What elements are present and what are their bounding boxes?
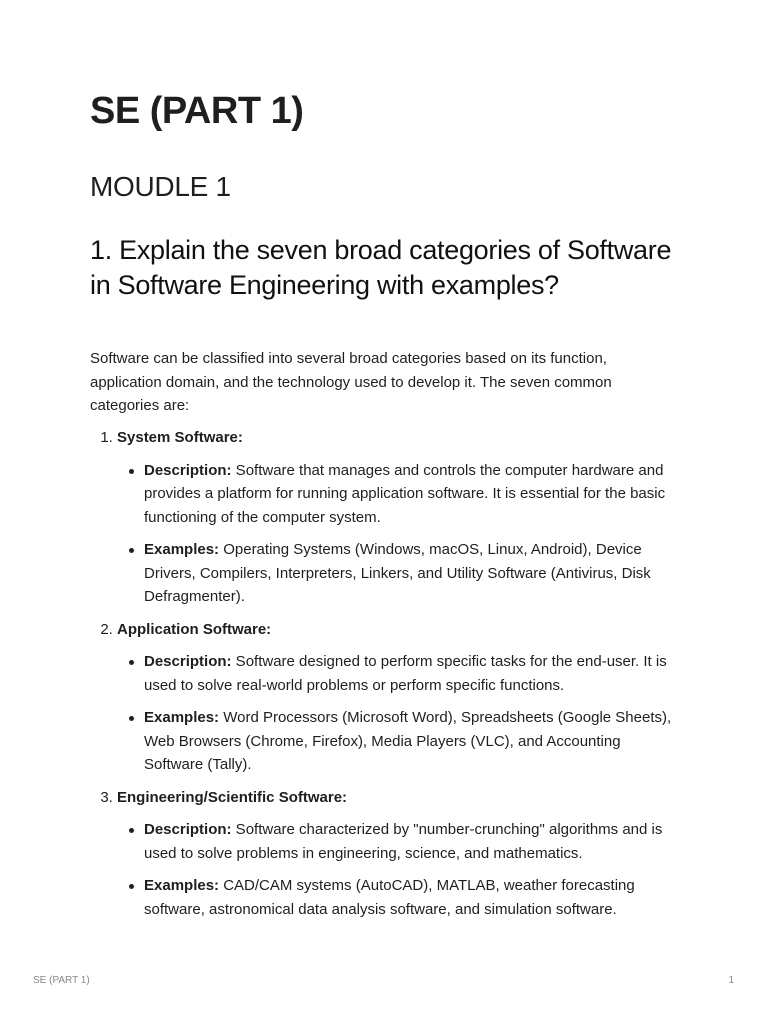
question-heading: 1. Explain the seven broad categories of Software in Software Engineering with examples? <box>90 235 672 300</box>
document-title: SE (PART 1) <box>90 90 304 132</box>
description-text: Software that manages and controls the computer hardware and provides a platform for running application software. It is essential for the basic functioning of the computer system. <box>144 461 666 526</box>
description-label: Description: <box>144 653 232 670</box>
category-details <box>117 459 680 609</box>
page-number: 1 <box>728 975 734 986</box>
category-list <box>90 426 680 930</box>
examples-item <box>144 874 680 921</box>
list-item <box>117 426 680 609</box>
intro-paragraph: Software can be classified into several broad categories based on its function, application domain, and the technology used to develop it. The seven common categories are: <box>90 350 612 414</box>
category-title: Engineering/Scientific Software: <box>117 788 348 806</box>
description-item <box>144 459 680 530</box>
category-details <box>117 818 680 921</box>
examples-label: Examples: <box>144 541 220 558</box>
examples-item <box>144 706 680 777</box>
examples-item <box>144 538 680 609</box>
examples-text: Word Processors (Microsoft Word), Spreadsheets (Google Sheets), Web Browsers (Chrome, Firefox), Media Players (VLC), and Accounting Software (Tally). <box>144 709 672 773</box>
list-item <box>117 618 680 777</box>
examples-text: Operating Systems (Windows, macOS, Linux, Android), Device Drivers, Compilers, Interpreters, Linkers, and Utility Software (Antivirus, Disk Defragmenter). <box>144 541 651 605</box>
description-text: Software characterized by "number-crunching" algorithms and is used to solve problems in engineering, science, and mathematics. <box>144 821 663 862</box>
category-title: Application Software: <box>117 620 272 638</box>
module-heading: MOUDLE 1 <box>90 171 231 202</box>
description-text: Software designed to perform specific tasks for the end-user. It is used to solve real-world problems or perform specific functions. <box>144 653 667 694</box>
examples-text: CAD/CAM systems (AutoCAD), MATLAB, weather forecasting software, astronomical data analysis software, and simulation software. <box>144 877 635 918</box>
examples-label: Examples: <box>144 709 220 726</box>
category-title: System Software: <box>117 429 243 446</box>
category-details <box>117 650 680 777</box>
list-item <box>117 786 680 922</box>
description-item <box>144 650 680 697</box>
description-label: Description: <box>144 821 232 838</box>
description-label: Description: <box>144 461 232 479</box>
examples-label: Examples: <box>144 877 220 894</box>
footer-title: SE (PART 1) <box>33 975 90 986</box>
description-item <box>144 818 680 865</box>
